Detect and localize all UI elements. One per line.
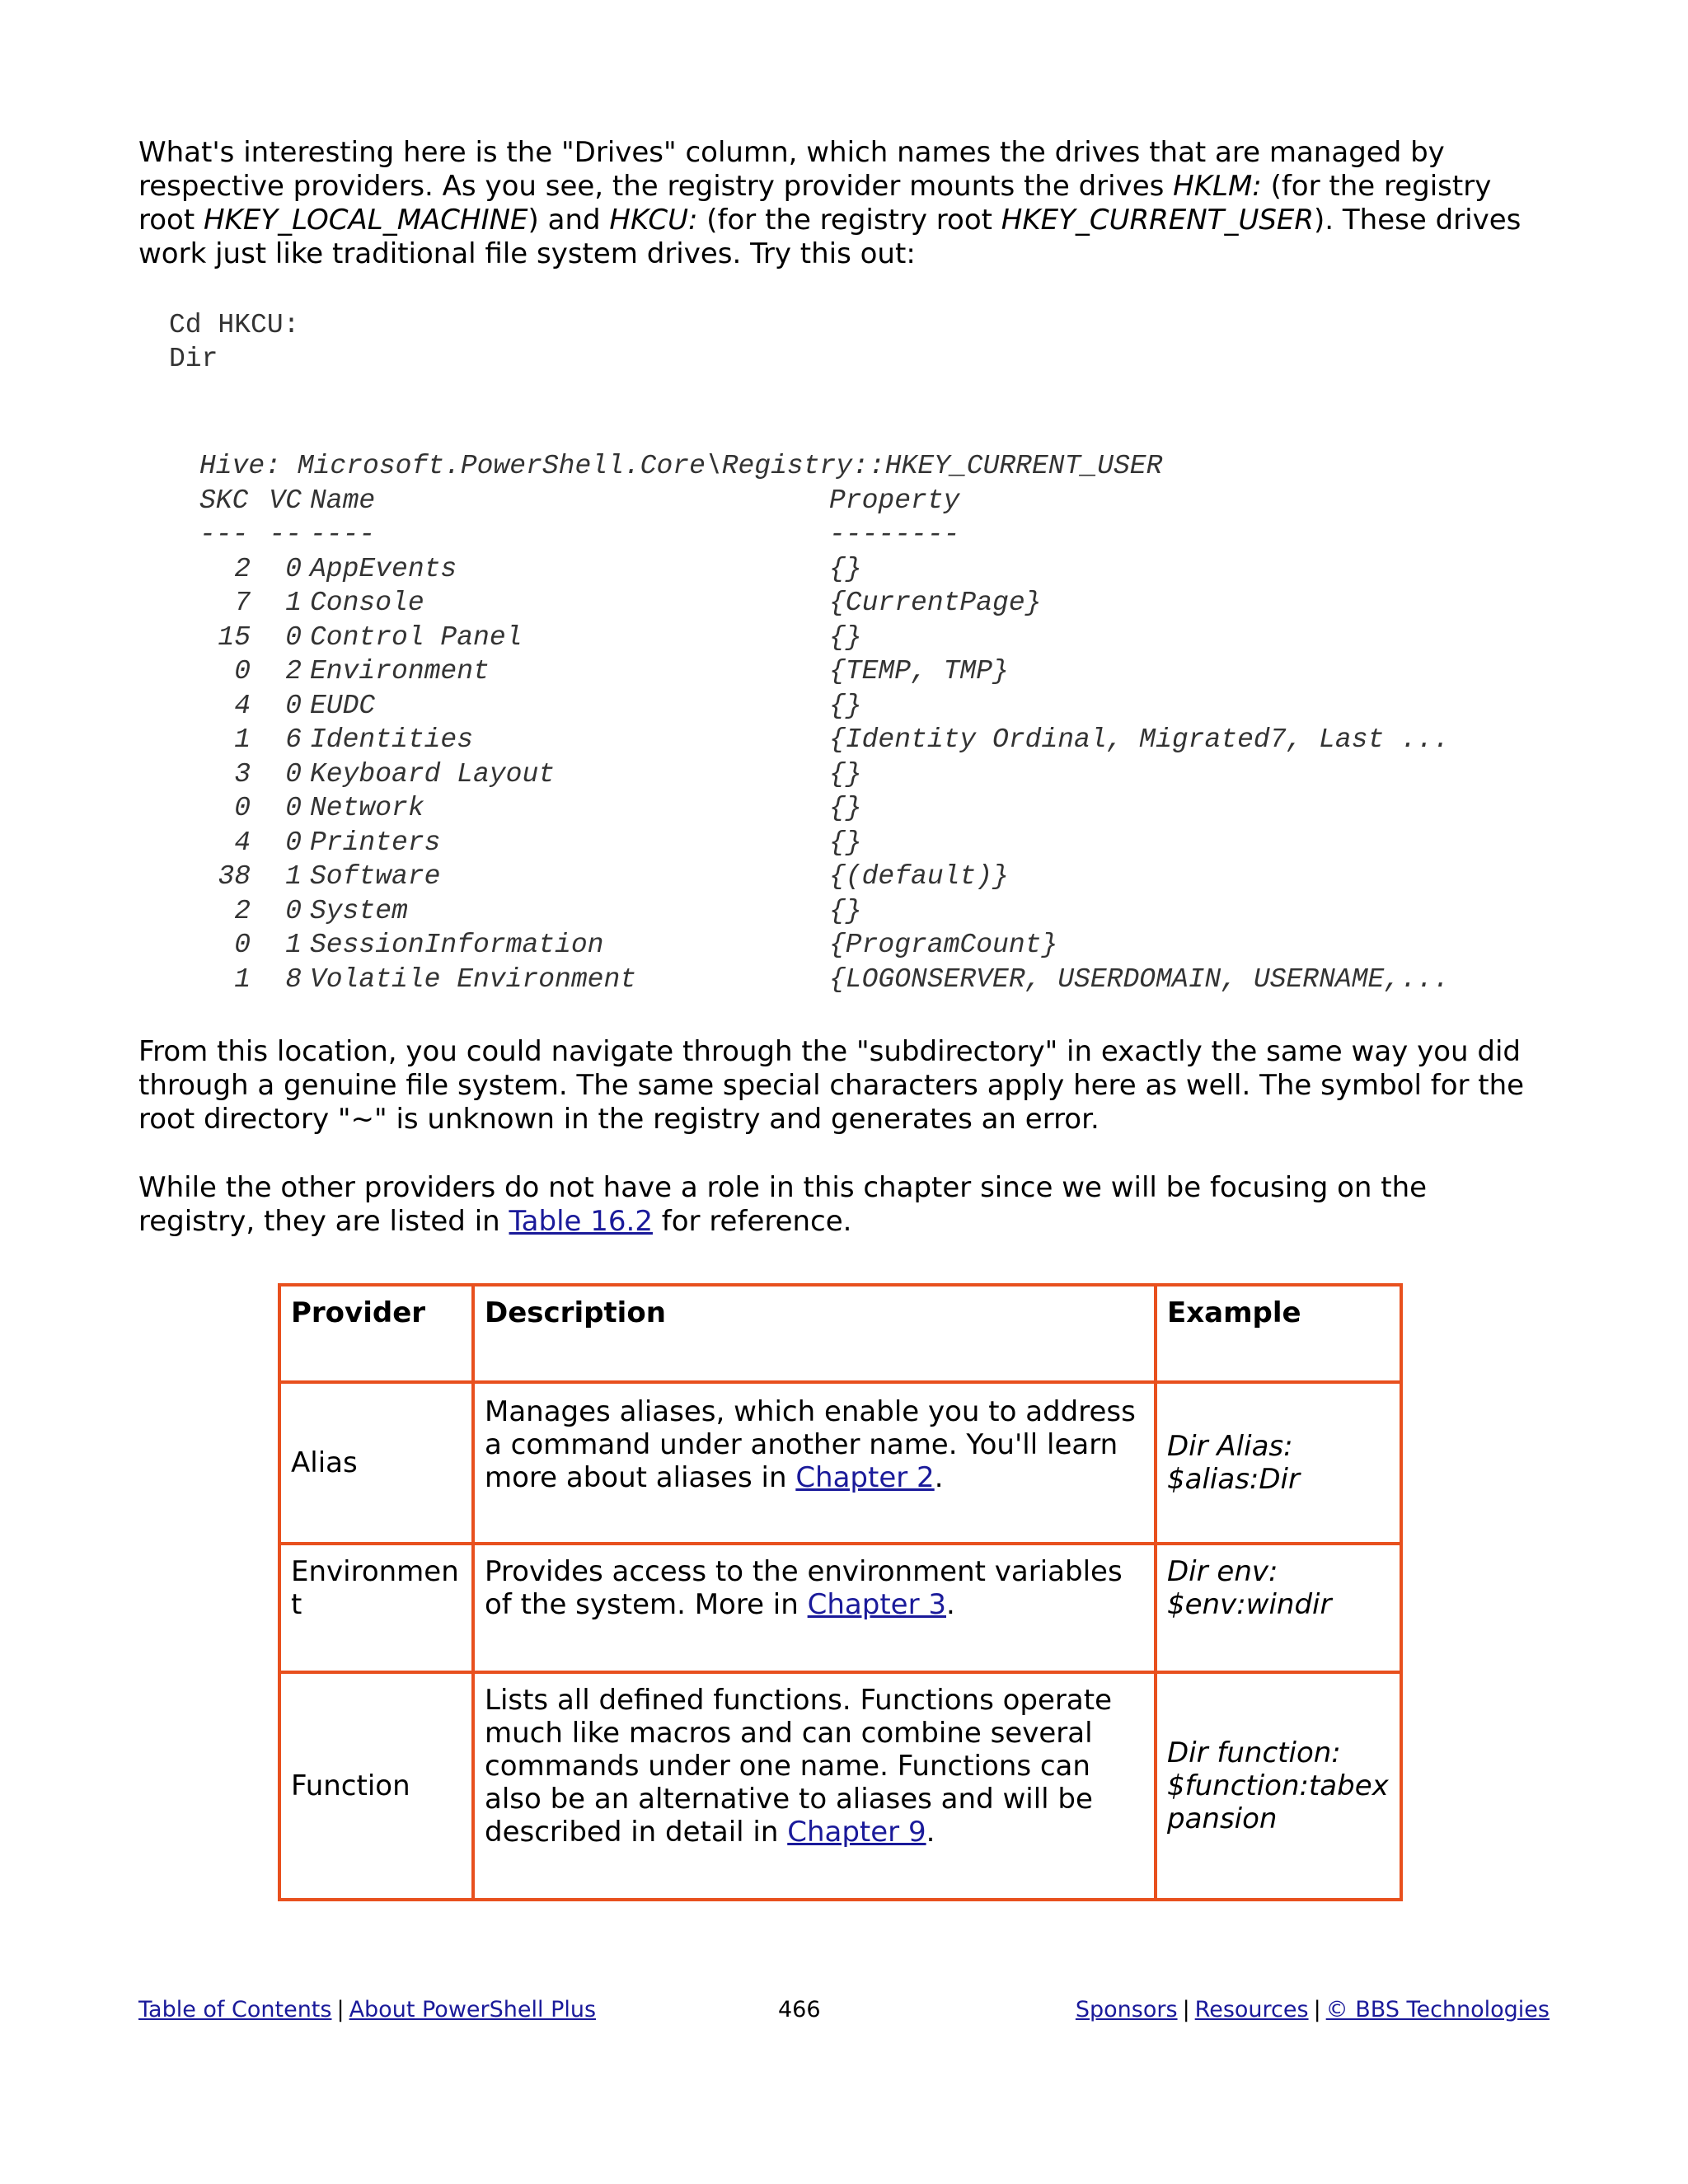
output-property: {} [829,895,862,926]
output-header-name: Name [310,485,376,516]
output-row [199,757,1450,792]
intro-text-2: (for the registry root [138,170,1492,237]
output-name: Volatile Environment [310,963,637,995]
table-of-contents-link[interactable]: Table of Contents [138,1997,332,2022]
example-line: $function:tabexpansion [1167,1769,1389,1835]
output-vc: 6 [285,724,302,755]
intro-emphasis-hkcu-root: HKEY_CURRENT_USER [1001,204,1315,237]
output-header-row [199,484,1450,518]
output-vc: 0 [285,690,302,721]
about-powershell-plus-link[interactable]: About PowerShell Plus [349,1997,597,2022]
providers-text-after: for reference. [652,1205,852,1238]
output-skc: 0 [234,930,251,960]
description-text: Manages aliases, which enable you to address a command under another name. You'll learn more about aliases in [485,1395,1136,1494]
example-line: Dir Alias: [1167,1430,1293,1463]
footer-separator: | [1182,1997,1190,2022]
example-line: $env:windir [1167,1588,1332,1621]
output-name: SessionInformation [310,930,604,960]
output-name: Software [310,861,441,892]
bbs-technologies-link[interactable]: © BBS Technologies [1325,1997,1550,2022]
footer-separator: | [336,1997,345,2022]
output-skc: 1 [234,724,251,755]
footer-right-links [1076,1996,1550,2024]
table-row [279,1672,1401,1900]
output-vc: 0 [285,827,302,858]
table-row [279,1382,1401,1544]
output-header-property: Property [829,485,960,516]
output-name: Identities [310,724,474,755]
output-vc: 8 [285,963,302,995]
output-property: {(default)} [829,861,1009,892]
intro-paragraph [138,136,1550,271]
output-vc: 1 [285,588,302,618]
output-name: Network [310,793,424,823]
provider-cell: Function [279,1672,473,1900]
code-line-cd: Cd HKCU: [169,310,300,340]
intro-text-4: (for the registry root [697,204,1001,237]
output-row [199,586,1450,621]
output-skc: 2 [234,895,251,926]
output-name: Printers [310,827,441,858]
output-vc: 0 [285,621,302,653]
description-cell [473,1382,1156,1544]
output-skc: 0 [234,656,251,687]
output-row [199,552,1450,587]
output-property: {} [829,621,862,653]
output-row [199,928,1450,963]
description-text-end: . [946,1588,955,1621]
sponsors-link[interactable]: Sponsors [1075,1997,1178,2022]
example-line: $alias:Dir [1167,1463,1300,1496]
example-line: Dir env: [1167,1555,1278,1588]
output-property: {LOGONSERVER, USERDOMAIN, USERNAME,... [829,963,1450,995]
output-underline-vc: -- [269,519,302,550]
table-row [279,1544,1401,1672]
header-provider: Provider [279,1285,473,1382]
output-underline-row [199,518,1450,552]
example-line: Dir function: [1167,1736,1341,1769]
output-skc: 7 [234,588,251,618]
output-underline-name: ---- [310,519,376,550]
output-vc: 0 [285,553,302,584]
output-skc: 2 [234,553,251,584]
provider-cell: Alias [279,1382,473,1544]
description-cell [473,1672,1156,1900]
chapter-9-link[interactable]: Chapter 9 [787,1816,926,1849]
navigation-paragraph: From this location, you could navigate through the "subdirectory" in exactly the same way you did through a genuine file system. The same special characters apply here as well. The symbol for the root directory "~" is unknown in the registry and generates an error. [138,1035,1525,1136]
description-text-end: . [934,1461,944,1494]
example-cell [1156,1672,1401,1900]
output-row [199,621,1450,655]
example-cell [1156,1382,1401,1544]
footer-left-links [138,1996,596,2024]
providers-paragraph [138,1171,1550,1239]
output-rows [199,552,1450,997]
output-skc: 15 [218,621,251,653]
chapter-3-link[interactable]: Chapter 3 [807,1588,946,1621]
output-property: {} [829,793,862,823]
output-property: {} [829,690,862,721]
table-header-row [279,1285,1401,1382]
output-name: Environment [310,656,490,687]
providers-table [278,1283,1403,1901]
description-text: Lists all defined functions. Functions operate much like macros and can combine several commands under one name. Functions can also be an alternative to aliases and will be described in detail in [485,1684,1112,1849]
page-number: 466 [778,1997,821,2022]
output-row [199,723,1450,757]
description-cell [473,1544,1156,1672]
description-text-end: . [926,1816,935,1849]
output-property: {Identity Ordinal, Migrated7, Last ... [829,724,1450,755]
output-name: EUDC [310,690,376,721]
output-property: {} [829,827,862,858]
output-property: {} [829,553,862,584]
resources-link[interactable]: Resources [1194,1997,1309,2022]
output-header-skc: SKC [199,485,249,516]
chapter-2-link[interactable]: Chapter 2 [795,1461,935,1494]
output-vc: 0 [285,758,302,790]
output-skc: 38 [218,861,251,892]
registry-dir-output [199,449,1450,996]
output-skc: 0 [234,793,251,823]
output-name: Console [310,588,424,618]
intro-text-5: ). These drives work just like traditional file system drives. Try this out: [138,204,1522,270]
intro-text-1: What's interesting here is the "Drives" column, which names the drives that are managed by respective providers. As you see, the registry provider mounts the drives [138,136,1445,203]
code-line-dir: Dir [169,344,218,374]
output-header-vc: VC [269,485,302,516]
output-row [199,963,1450,997]
header-example: Example [1156,1285,1401,1382]
output-vc: 0 [285,793,302,823]
table-16-2-link[interactable]: Table 16.2 [509,1205,653,1238]
intro-emphasis-hklm: HKLM: [1173,170,1262,203]
output-row [199,791,1450,826]
output-vc: 2 [285,656,302,687]
example-cell [1156,1544,1401,1672]
output-property: {ProgramCount} [829,930,1058,960]
output-skc: 3 [234,758,251,790]
description-text: Provides access to the environment variables of the system. More in [485,1555,1123,1621]
intro-emphasis-hklm-root: HKEY_LOCAL_MACHINE [203,204,528,237]
output-name: System [310,895,408,926]
provider-cell: Environment [279,1544,473,1672]
output-underline-property: -------- [829,519,960,550]
output-row [199,689,1450,724]
output-underline-skc: --- [199,519,249,550]
output-skc: 4 [234,827,251,858]
output-hive-line: Hive: Microsoft.PowerShell.Core\Registry::HKEY_CURRENT_USER [199,451,1163,481]
output-name: Control Panel [310,621,523,653]
output-vc: 1 [285,930,302,960]
output-vc: 1 [285,861,302,892]
output-skc: 4 [234,690,251,721]
output-skc: 1 [234,963,251,995]
output-row [199,860,1450,894]
footer-separator: | [1313,1997,1321,2022]
output-row [199,654,1450,689]
intro-emphasis-hkcu: HKCU: [609,204,698,237]
output-vc: 0 [285,895,302,926]
output-name: AppEvents [310,553,457,584]
output-property: {TEMP, TMP} [829,656,1009,687]
output-row [199,894,1450,929]
output-property: {CurrentPage} [829,588,1042,618]
output-row [199,826,1450,860]
header-description: Description [473,1285,1156,1382]
output-name: Keyboard Layout [310,758,556,790]
providers-text-before: While the other providers do not have a role in this chapter since we will be focusing on the registry, they are listed in [138,1171,1428,1238]
output-property: {} [829,758,862,790]
intro-text-3: ) and [528,204,610,237]
